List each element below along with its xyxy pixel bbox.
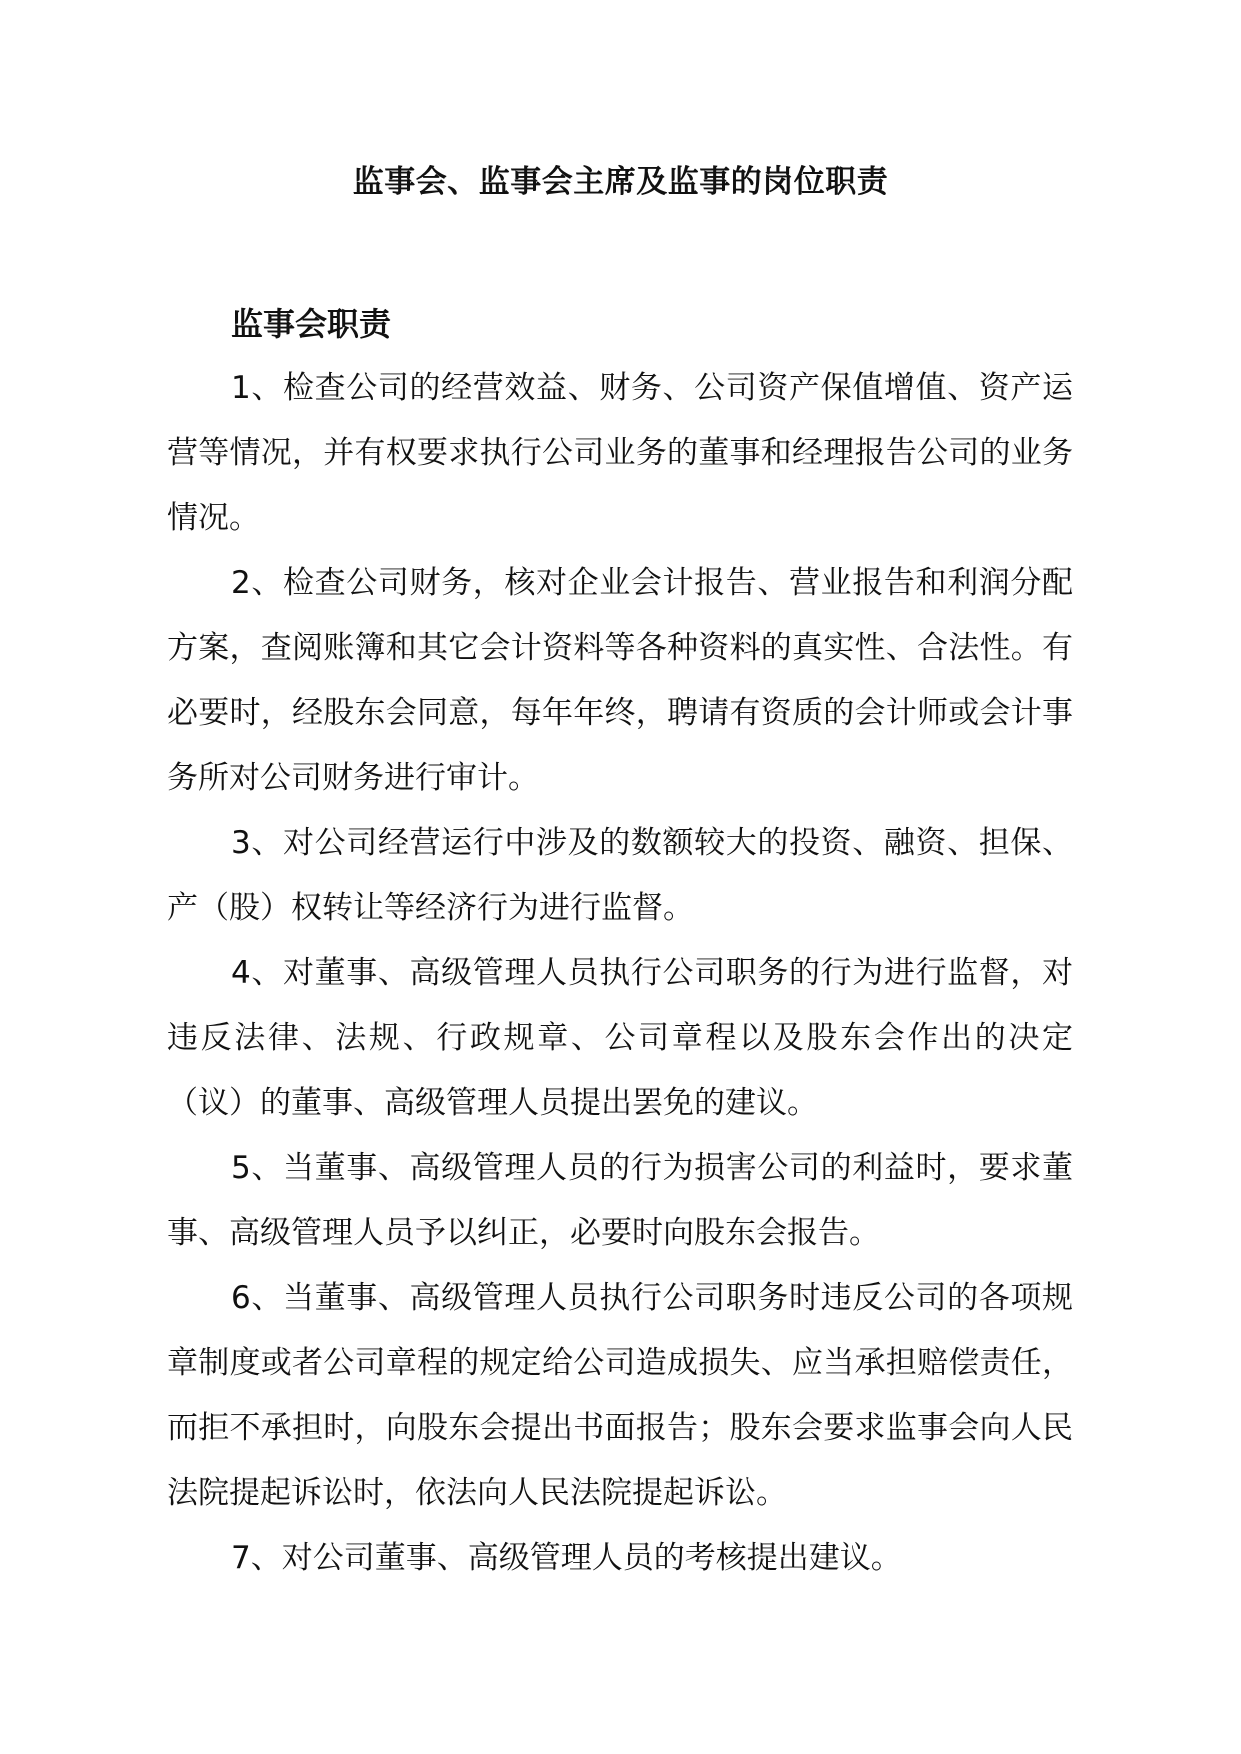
paragraph-item-6: 6、当董事、高级管理人员执行公司职务时违反公司的各项规章制度或者公司章程的规定给公司造成损失、应当承担赔偿责任，而拒不承担时，向股东会提出书面报告；股东会要求监事会向人民法院提起诉讼时，依法向人民法院提起诉讼。 <box>167 1280 1073 1511</box>
paragraph-item-5: 5、当董事、高级管理人员的行为损害公司的利益时，要求董事、高级管理人员予以纠正，必要时向股东会报告。 <box>167 1150 1073 1251</box>
paragraph-item-7: 7、对公司董事、高级管理人员的考核提出建议。 <box>231 1540 902 1576</box>
document-title: 监事会、监事会主席及监事的岗位职责 <box>352 164 889 200</box>
paragraph-item-4: 4、对董事、高级管理人员执行公司职务的行为进行监督，对违反法律、法规、行政规章、公司章程以及股东会作出的决定（议）的董事、高级管理人员提出罢免的建议。 <box>167 955 1073 1121</box>
section-heading: 监事会职责 <box>231 305 392 343</box>
paragraph-item-3: 3、对公司经营运行中涉及的数额较大的投资、融资、担保、产（股）权转让等经济行为进行监督。 <box>167 825 1073 926</box>
document-body <box>167 292 1073 1591</box>
paragraph-item-2: 2、检查公司财务，核对企业会计报告、营业报告和利润分配方案，查阅账簿和其它会计资料等各种资料的真实性、合法性。有必要时，经股东会同意，每年年终，聘请有资质的会计师或会计事务所对公司财务进行审计。 <box>167 565 1073 796</box>
paragraph-item-1: 1、检查公司的经营效益、财务、公司资产保值增值、资产运营等情况，并有权要求执行公司业务的董事和经理报告公司的业务情况。 <box>167 370 1073 536</box>
